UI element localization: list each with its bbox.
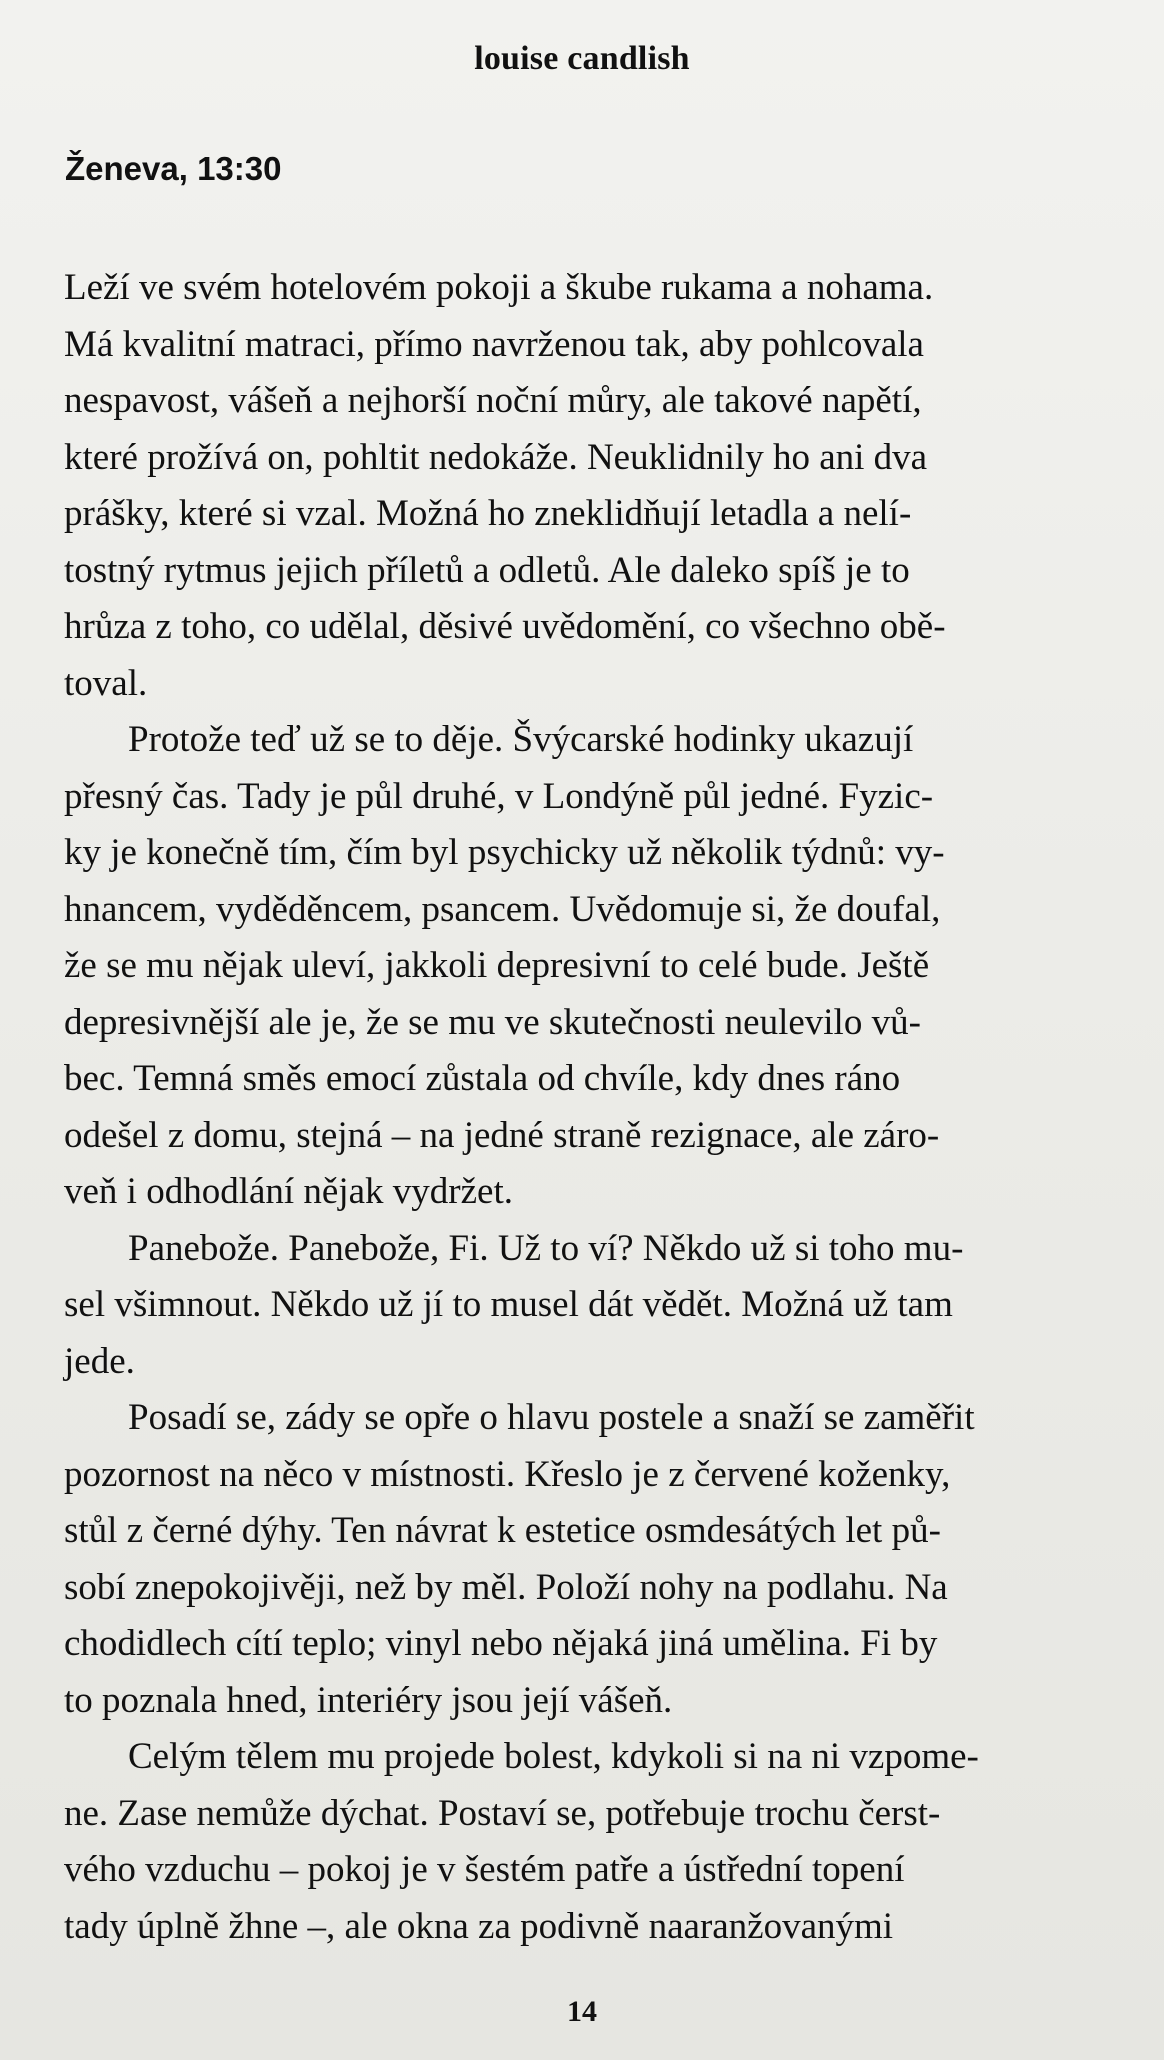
text-line: ky je konečně tím, čím byl psychicky už několik týdnů: vy- — [64, 832, 945, 873]
text-line: depresivnější ale je, že se mu ve skutečnosti neulevilo vů- — [64, 1001, 921, 1043]
text-line: veň i odhodlání nějak vydržet. — [64, 1171, 514, 1212]
paragraph-1 — [64, 260, 1074, 712]
text-line: chodidlech cítí teplo; vinyl nebo nějaká jiná umělina. Fi by — [64, 1623, 938, 1664]
text-line: bec. Temná směs emocí zůstala od chvíle, kdy dnes ráno — [64, 1058, 901, 1099]
text-line: stůl z černé dýhy. Ten návrat k estetice osmdesátých let pů- — [64, 1510, 941, 1551]
text-line: vého vzduchu – pokoj je v šestém patře a ústřední topení — [64, 1849, 905, 1890]
text-line: tostný rytmus jejich příletů a odletů. Ale daleko spíš je to — [64, 549, 910, 591]
text-line: tady úplně žhne –, ale okna za podivně naaranžovanými — [64, 1905, 894, 1947]
text-line: odešel z domu, stejná – na jedné straně rezignace, ale záro- — [64, 1114, 940, 1156]
text-line: které prožívá on, pohltit nedokáže. Neuklidnily ho ani dva — [64, 436, 928, 478]
text-line: prášky, které si vzal. Možná ho zneklidňují letadla a nelí- — [64, 493, 912, 534]
body-text — [64, 260, 1074, 1955]
text-line: Protože teď už se to děje. Švýcarské hodinky ukazují — [128, 719, 914, 760]
text-line: Panebože. Panebože, Fi. Už to ví? Někdo už si toho mu- — [128, 1227, 964, 1269]
section-heading: Ženeva, 13:30 — [65, 150, 282, 187]
text-line: hrůza z toho, co udělal, děsivé uvědomění, co všechno obě- — [64, 606, 946, 647]
paragraph-4 — [64, 1390, 1074, 1729]
text-line: Má kvalitní matraci, přímo navrženou tak, aby pohlcovala — [64, 323, 924, 365]
text-line: nespavost, vášeň a nejhorší noční můry, ale takové napětí, — [64, 380, 922, 421]
text-line: sel všimnout. Někdo už jí to musel dát vědět. Možná už tam — [64, 1284, 953, 1325]
page-number: 14 — [567, 1995, 597, 2028]
running-header: louise candlish — [474, 40, 690, 77]
text-line: hnancem, vyděděncem, psancem. Uvědomuje si, že doufal, — [64, 888, 941, 930]
paragraph-5 — [64, 1729, 1074, 1955]
paragraph-3 — [64, 1221, 1074, 1391]
text-line: přesný čas. Tady je půl druhé, v Londýně půl jedné. Fyzic- — [64, 775, 934, 817]
paragraph-2 — [64, 712, 1074, 1221]
text-line: toval. — [64, 662, 148, 704]
text-line: ne. Zase nemůže dýchat. Postaví se, potřebuje trochu čerst- — [64, 1792, 941, 1834]
text-line: to poznala hned, interiéry jsou její vášeň. — [64, 1679, 673, 1721]
text-line: Leží ve svém hotelovém pokoji a škube rukama a nohama. — [64, 267, 934, 308]
text-line: jede. — [64, 1340, 135, 1382]
text-line: Celým tělem mu projede bolest, kdykoli si na ni vzpome- — [128, 1736, 979, 1777]
text-line: že se mu nějak uleví, jakkoli depresivní to celé bude. Ještě — [64, 945, 930, 986]
text-line: sobí znepokojivěji, než by měl. Položí nohy na podlahu. Na — [64, 1566, 948, 1608]
text-line: pozornost na něco v místnosti. Křeslo je z červené koženky, — [64, 1453, 951, 1495]
text-line: Posadí se, zády se opře o hlavu postele a snaží se zaměřit — [128, 1397, 975, 1438]
